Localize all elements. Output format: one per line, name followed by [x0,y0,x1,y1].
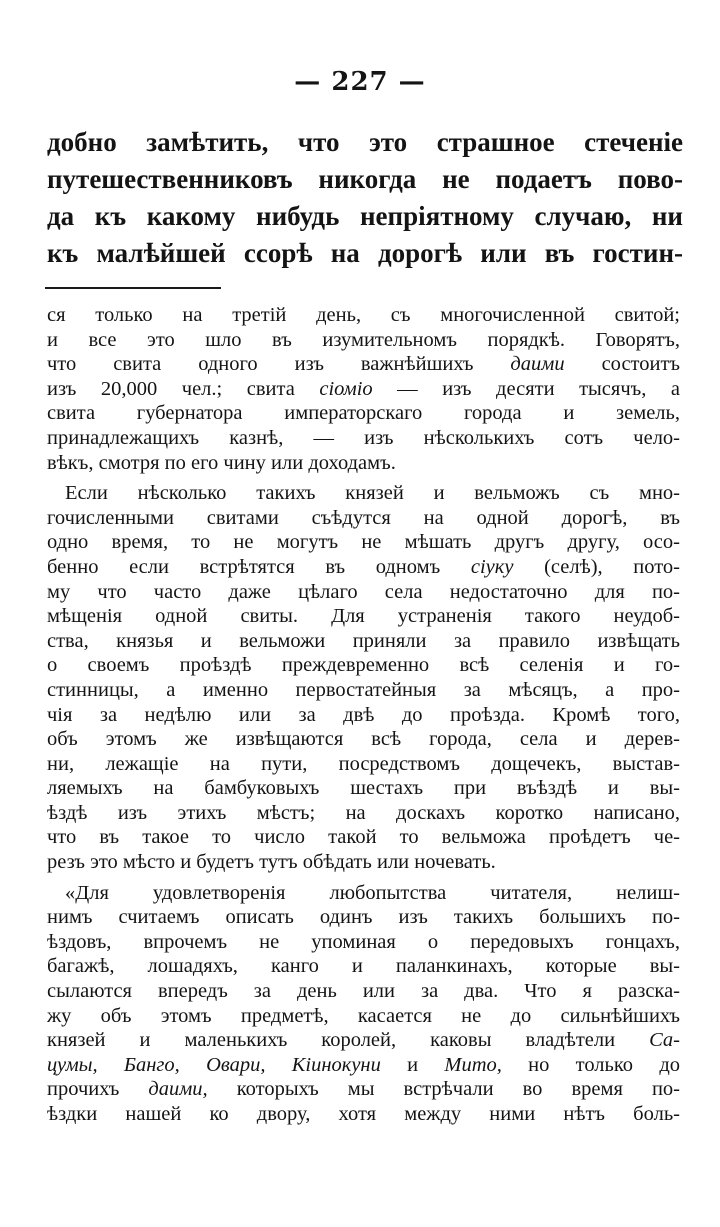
footnote-line: ляемыхъ на бамбуковыхъ шестахъ при въѣздѣ и вы- [47,777,680,800]
footnote-line: свита губернатора императорскаго города и земель, [47,402,680,425]
footnote [47,303,680,1127]
footnote-line: Если нѣсколько такихъ князей и вельможъ съ мно- [65,482,680,505]
footnote-line [47,1053,680,1078]
footnote-italic: сіуку [470,555,514,578]
footnote-separator [45,287,221,289]
footnote-line: объ этомъ же извѣщаются всѣ города, села и дерев- [47,728,680,751]
footnote-line: ѣздѣ изъ этихъ мѣстъ; на доскахъ коротко написано, [47,801,680,824]
footnote-line: что въ такое то число такой то вельможа проѣдетъ че- [47,826,680,849]
footnote-line: одно время, то не могутъ не мѣшать другъ другу, осо- [47,531,680,554]
footnote-line: му что часто даже цѣлаго села недостаточно для по- [47,580,680,603]
footnote-text: (селѣ), пото- [544,555,680,578]
main-text-line: да къ какому нибудь непріятному случаю, ни [47,201,683,231]
footnote-text: которыхъ мы встрѣчали во время по- [236,1078,681,1101]
footnote-italic: Са- [649,1029,680,1052]
footnote-text: бенно если встрѣтятся въ одномъ [47,555,441,578]
footnote-line: ства, князья и вельможи приняли за правило извѣщать [47,629,680,652]
footnote-line: мѣщенія одной свиты. Для устраненія такого неудоб- [47,605,680,628]
footnote-line: чія за недѣлю или за двѣ до проѣзда. Кромѣ того, [47,703,680,726]
footnote-italic: цумы, Банго, Овари, Кіинокуни [47,1053,381,1076]
footnote-text: состоитъ [601,353,681,376]
footnote-line [47,352,680,377]
footnote-italic: сіоміо [319,377,373,400]
footnote-text: — изъ десяти тысячъ, а [397,377,681,400]
footnote-line: гочисленными свитами съѣдутся на одной дорогѣ, въ [47,506,680,529]
footnote-text: и [407,1053,419,1076]
footnote-italic: даими [510,353,565,376]
footnote-line: нимъ считаемъ описать одинъ изъ такихъ большихъ по- [47,906,680,929]
footnote-line: и все это шло въ изумительномъ порядкѣ. Говорятъ, [47,328,680,351]
main-text [47,124,683,272]
footnote-line: «Для удовлетворенія любопытства читателя, нелиш- [65,881,680,904]
footnote-text: прочихъ [47,1078,120,1101]
footnote-text: изъ 20,000 чел.; свита [47,377,295,400]
footnote-text: что свита одного изъ важнѣйшихъ [47,353,474,376]
footnote-italic: Мито, [444,1053,502,1076]
footnote-italic: даими, [148,1078,208,1101]
main-text-line: путешественниковъ никогда не подаетъ пово- [47,164,683,194]
footnote-line [47,1077,680,1102]
main-text-line: къ малѣйшей ссорѣ на дорогѣ или въ гостин- [47,238,683,268]
footnote-line: вѣкъ, смотря по его чину или доходамъ. [47,451,396,474]
footnote-line [47,555,680,580]
footnote-line: жу объ этомъ предметѣ, касается не до сильнѣйшихъ [47,1004,680,1027]
footnote-line [47,1028,680,1053]
footnote-line: о своемъ проѣздѣ преждевременно всѣ селенія и го- [47,654,680,677]
footnote-line [47,377,680,402]
footnote-line: ѣздки нашей ко двору, хотя между ними нѣтъ боль- [47,1103,680,1125]
footnote-line: стинницы, а именно первостатейныя за мѣсяцъ, а про- [47,678,680,701]
page-number: — 227 — [294,67,426,97]
footnote-line: сылаются впередъ за день или за два. Что я разска- [47,980,680,1003]
footnote-line: багажѣ, лошадяхъ, канго и паланкинахъ, которые вы- [47,955,680,978]
footnote-text: князей и маленькихъ королей, каковы владѣтели [47,1029,616,1052]
footnote-line: ни, лежащіе на пути, посредствомъ дощечекъ, выстав- [47,752,680,775]
footnote-text: но только до [528,1053,680,1076]
footnote-line: принадлежащихъ казнѣ, — изъ нѣсколькихъ сотъ чело- [47,426,680,449]
footnote-line: ѣздовъ, впрочемъ не упоминая о передовыхъ гонцахъ, [47,930,680,953]
footnote-line: резъ это мѣсто и будетъ тутъ обѣдать или ночевать. [47,851,496,874]
main-text-line: добно замѣтить, что это страшное стеченіе [47,127,683,157]
footnote-line: ся только на третій день, съ многочисленной свитой; [47,304,680,326]
